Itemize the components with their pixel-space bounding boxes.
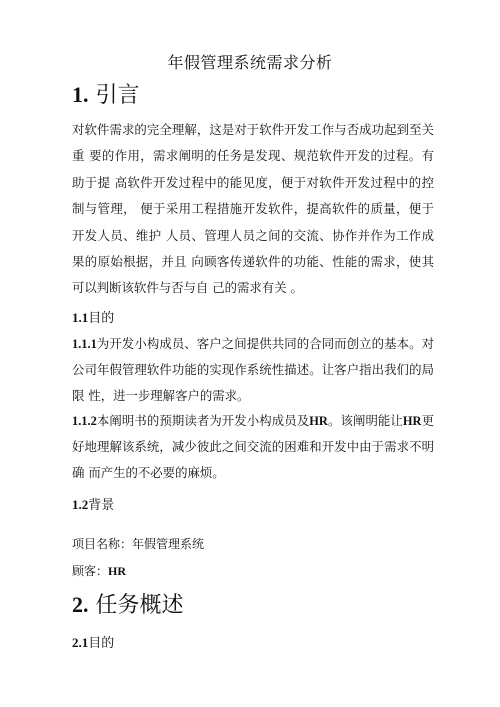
section-heading-2 xyxy=(72,588,184,619)
paragraph-text: 更 好地理解该系统，减少彼此之间交流的困难和开发中由于需求不明确 而产生的不必要的麻烦。 xyxy=(72,413,435,480)
subsection-title: 目的 xyxy=(88,311,115,326)
paragraph-number: 1.1.2 xyxy=(72,414,97,428)
subsection-heading-1-2 xyxy=(72,494,114,513)
subsection-number: 1.1 xyxy=(72,310,89,325)
subsection-number: 1.2 xyxy=(72,497,89,512)
subsection-title: 目的 xyxy=(88,636,115,651)
paragraph-text: 本阐明书的预期读者为开发小构成员及 xyxy=(96,413,310,428)
subsection-title: 背景 xyxy=(88,498,115,513)
customer-value: HR xyxy=(108,564,127,578)
document-title: 年假管理系统需求分析 xyxy=(167,53,333,72)
paragraph-text: 。该阐明能让 xyxy=(327,413,403,428)
paragraph-text: 为开发小构成员、客户之间提供共同的合同而创立的基本。对 公司年假管理软件功能的实现作系统性描述。让客户指出我们的局限 性，进一步理解客户的需求。 xyxy=(72,336,434,403)
section-number: 1. xyxy=(72,82,89,107)
hr-term: HR xyxy=(402,414,422,428)
subsection-number: 2.1 xyxy=(72,635,89,650)
paragraph-1-1-1 xyxy=(72,331,434,409)
hr-term: HR xyxy=(309,414,328,428)
customer-label: 顾客： xyxy=(72,564,109,578)
section-title: 引言 xyxy=(95,83,140,108)
section-number: 2. xyxy=(72,592,89,617)
paragraph-number: 1.1.1 xyxy=(72,337,97,351)
customer-line xyxy=(72,562,126,579)
section-title: 任务概述 xyxy=(95,593,184,618)
section-heading-1 xyxy=(72,78,140,109)
project-name: 项目名称：年假管理系统 xyxy=(72,537,205,551)
subsection-heading-2-1 xyxy=(72,632,114,651)
subsection-heading-1-1 xyxy=(72,307,114,326)
paragraph-1-1-2 xyxy=(72,408,434,486)
intro-paragraph: 对软件需求的完全理解，这是对于软件开发工作与否成功起到至关重 要的作用，需求阐明的任务是发现、规范软件开发的过程。有助于提 高软件开发过程中的能见度，便于对软件开发过程中的控制与管理， 便于采用工程措施开发软件，提高软件的质量，便于开发人员、维护 人员、管理人员之间的交流、协作并作为工作成果的原始根据，并且 向顾客传递软件的功能、性能的需求，使其可以判断该软件与否与自 己的需求有关 。 xyxy=(72,122,434,296)
